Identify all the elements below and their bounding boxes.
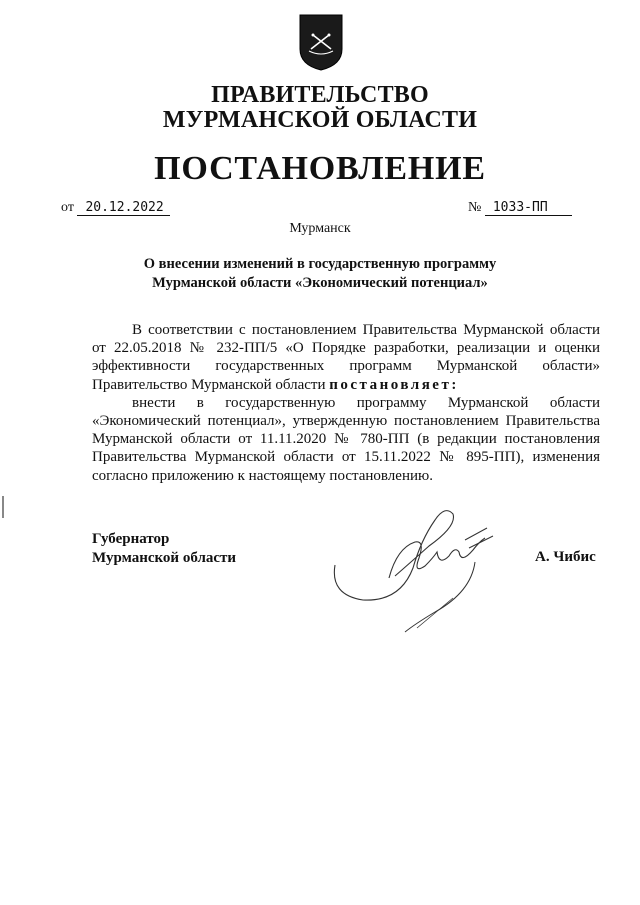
body-paragraph-2: внести в государственную программу Мурманской области «Экономический потенциал», утвержденную постановлением Правительства Мурманской области от 11.11.2020 № 780-ПП (в редакции постановления Правительства Мурманской области от 15.11.2022 № 895-ПП), изменения согласно приложению к настоящему постановлению. <box>92 394 600 484</box>
signer-name: А. Чибис <box>535 549 596 565</box>
title-line1: О внесении изменений в государственную программу <box>143 256 497 272</box>
position-line2: Мурманской области <box>92 550 237 566</box>
position-line1: Губернатор <box>92 531 170 547</box>
number-value: 1033-ПП <box>485 201 572 216</box>
scan-edge-mark <box>2 496 4 518</box>
document-body <box>92 321 600 485</box>
body-paragraph-1 <box>92 321 600 394</box>
number-prefix: № <box>468 200 482 215</box>
title-line2: Мурманской области «Экономический потенциал» <box>152 275 488 291</box>
date-value: 20.12.2022 <box>77 201 169 216</box>
org-name-line2: МУРМАНСКОЙ ОБЛАСТИ <box>162 107 478 133</box>
document-type: ПОСТАНОВЛЕНИЕ <box>154 150 486 187</box>
org-name-line1: ПРАВИТЕЛЬСТВО <box>211 82 429 108</box>
city: Мурманск <box>289 221 351 236</box>
date-field <box>61 200 170 216</box>
signature-icon <box>325 500 525 650</box>
coat-of-arms-icon <box>298 13 344 71</box>
number-field <box>468 200 572 216</box>
date-prefix: от <box>61 200 74 215</box>
signer-position <box>92 530 236 568</box>
document-title <box>0 255 640 293</box>
paragraph-1-text: В соответствии с постановлением Правительства Мурманской области от 22.05.2018 № 232-ПП/5 «О Порядке разработки, реализации и оценки эффективности государственных программ Мурманской области» Правительство Мурманской области <box>92 322 600 393</box>
resolution-keyword: постановляет: <box>329 376 459 393</box>
